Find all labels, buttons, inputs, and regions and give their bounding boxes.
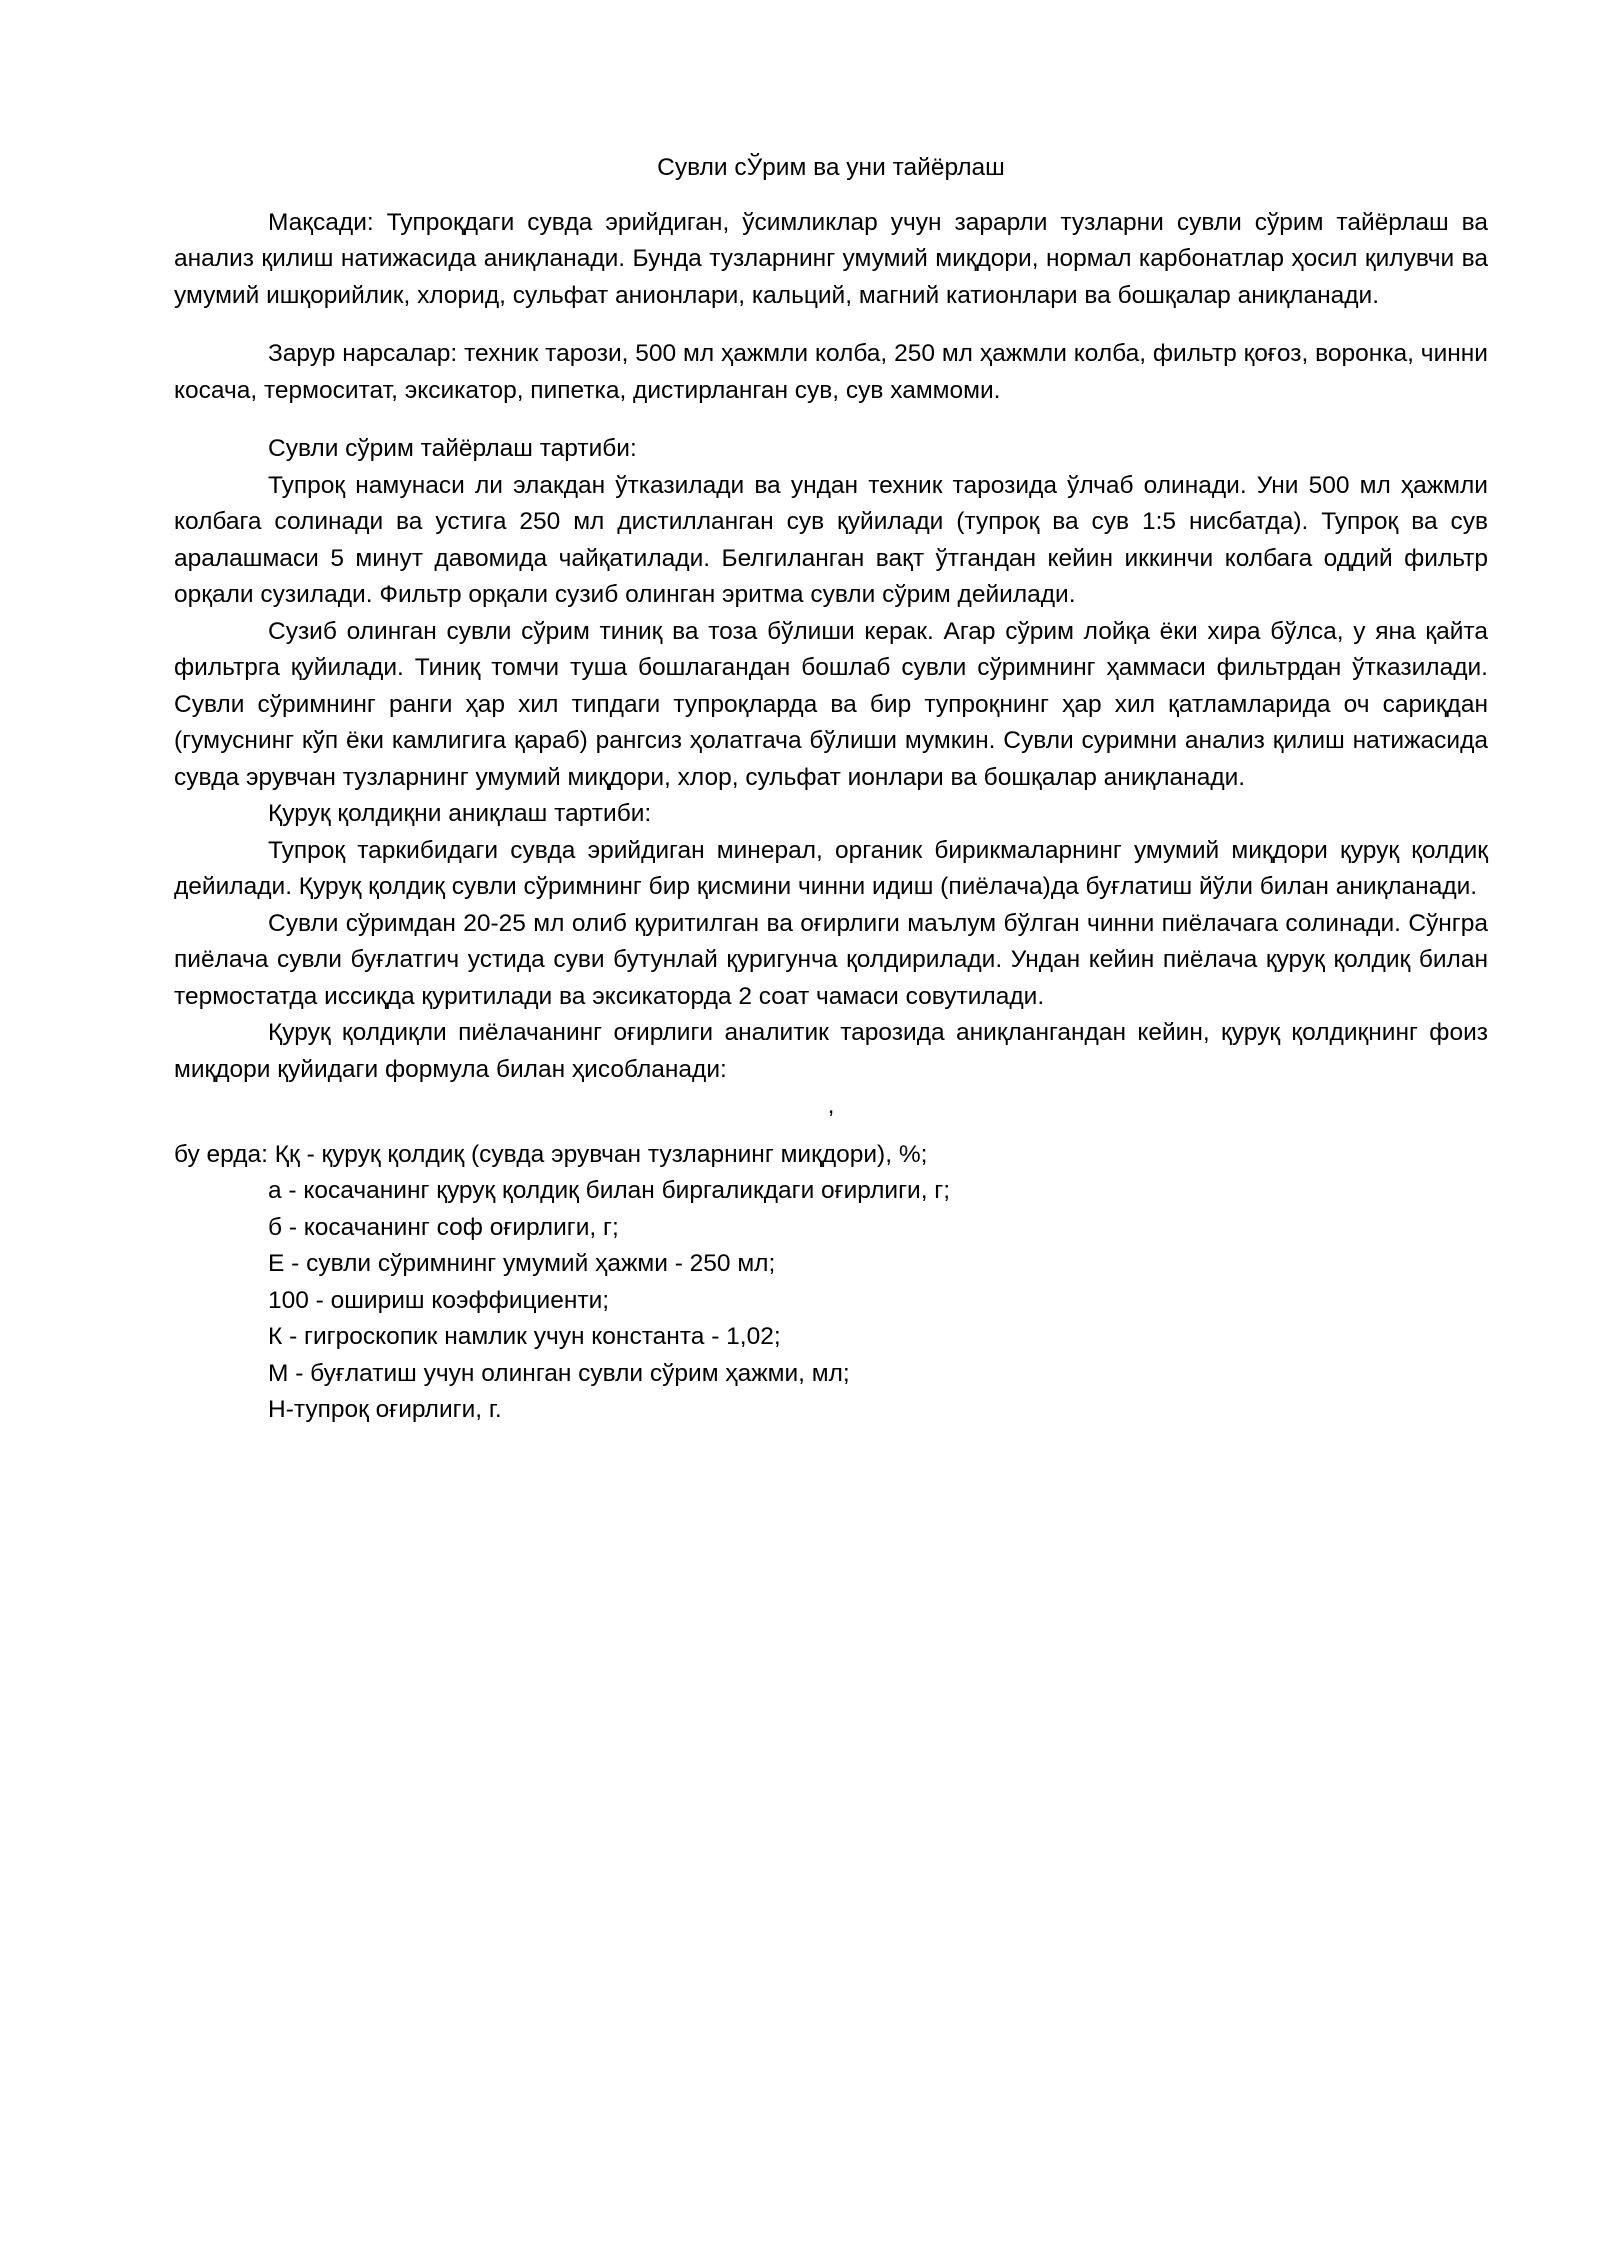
legend-intro: бу ерда: Ққ - қуруқ қолдиқ (сувда эрувчан тузларнинг миқдори), %; <box>174 1140 928 1168</box>
legend-item-b: б - косачанинг соф оғирлиги, г; <box>268 1213 619 1241</box>
residue-paragraph-1: Тупроқ таркибидаги сувда эрийдиган минерал, органик бирикмаларнинг умумий миқдори қуруқ қолдиқ дейилади. Қуруқ қолдиқ сувли сўримнинг бир қисмини чинни идиш (пиёлача)да буғлатиш йўли билан аниқланади. <box>174 836 1488 900</box>
legend-item-k: К - гигроскопик намлик учун константа - 1,02; <box>268 1323 781 1350</box>
purpose-paragraph: Мақсади: Тупроқдаги сувда эрийдиган, ўсимликлар учун зарарли тузларни сувли сўрим тайёрлаш ва анализ қилиш натижасида аниқланади. Бунда тузларнинг умумий миқдори, нормал карбонатлар ҳосил қилувчи ва умумий ишқорийлик, хлорид, сульфат анионлари, кальций, магний катионлари ва бошқалар аниқланади. <box>174 208 1488 309</box>
formula-line: , <box>827 1092 835 1119</box>
legend-item-100: 100 - ошириш коэффициенти; <box>268 1286 610 1314</box>
procedure-heading: Сувли сўрим тайёрлаш тартиби: <box>268 435 637 462</box>
procedure-paragraph-2: Сузиб олинган сувли сўрим тиниқ ва тоза бўлиши керак. Агар сўрим лойқа ёки хира бўлса, у яна қайта фильтрга қуйилади. Тиниқ томчи туша бошлагандан бошлаб сувли сўримнинг ҳаммаси фильтрдан ўтказилади. Сувли сўримнинг ранги ҳар хил типдаги тупроқларда ва бир тупроқнинг ҳар хил қатламларида оч сариқдан (гумуснинг кўп ёки камлигига қараб) рангсиз ҳолатгача бўлиши мумкин. Сувли суримни анализ қилиш натижасида сувда эрувчан тузларнинг умумий миқдори, хлор, сульфат ионлари ва бошқалар аниқланади. <box>174 617 1488 791</box>
document-title: Сувли сЎрим ва уни тайёрлаш <box>657 154 1005 181</box>
residue-heading: Қуруқ қолдиқни аниқлаш тартиби: <box>268 800 652 827</box>
legend-item-n: Н-тупроқ оғирлиги, г. <box>268 1396 502 1423</box>
formula-spacer <box>174 1125 1488 1137</box>
residue-paragraph-3: Қуруқ қолдиқли пиёлачанинг оғирлиги аналитик тарозида аниқлангандан кейин, қуруқ қолдиқнинг фоиз миқдори қуйидаги формула билан ҳисобланади: <box>174 1019 1488 1083</box>
legend-item-a: а - косачанинг қуруқ қолдиқ билан биргаликдаги оғирлиги, г; <box>268 1177 951 1204</box>
materials-paragraph: Зарур нарсалар: техник тарози, 500 мл ҳажмли колба, 250 мл ҳажмли колба, фильтр қоғоз, воронка, чинни косача, термоситат, эксикатор, пипетка, дистирланган сув, сув хаммоми. <box>174 340 1488 404</box>
legend-item-e: Е - сувли сўримнинг умумий ҳажми - 250 мл; <box>268 1250 776 1277</box>
legend-item-m: М - буғлатиш учун олинган сувли сўрим ҳажми, мл; <box>268 1359 850 1387</box>
document-page <box>174 150 1488 1429</box>
residue-paragraph-2: Сувли сўримдан 20-25 мл олиб қуритилган ва оғирлиги маълум бўлган чинни пиёлачага солинади. Сўнгра пиёлача сувли буғлатгич устида суви бутунлай қуригунча қолдирилади. Ундан кейин пиёлача қуруқ қолдиқ билан термостатда иссиқда қуритилади ва эксикаторда 2 соат чамаси совутилади. <box>174 909 1488 1010</box>
procedure-paragraph-1: Тупроқ намунаси ли элакдан ўтказилади ва ундан техник тарозида ўлчаб олинади. Уни 500 мл ҳажмли колбага солинади ва устига 250 мл дистилланган сув қуйилади (тупроқ ва сув 1:5 нисбатда). Тупроқ ва сув аралашмаси 5 минут давомида чайқатилади. Белгиланган вақт ўтгандан кейин иккинчи колбага оддий фильтр орқали сузилади. Фильтр орқали сузиб олинган эритма сувли сўрим дейилади. <box>174 471 1488 608</box>
